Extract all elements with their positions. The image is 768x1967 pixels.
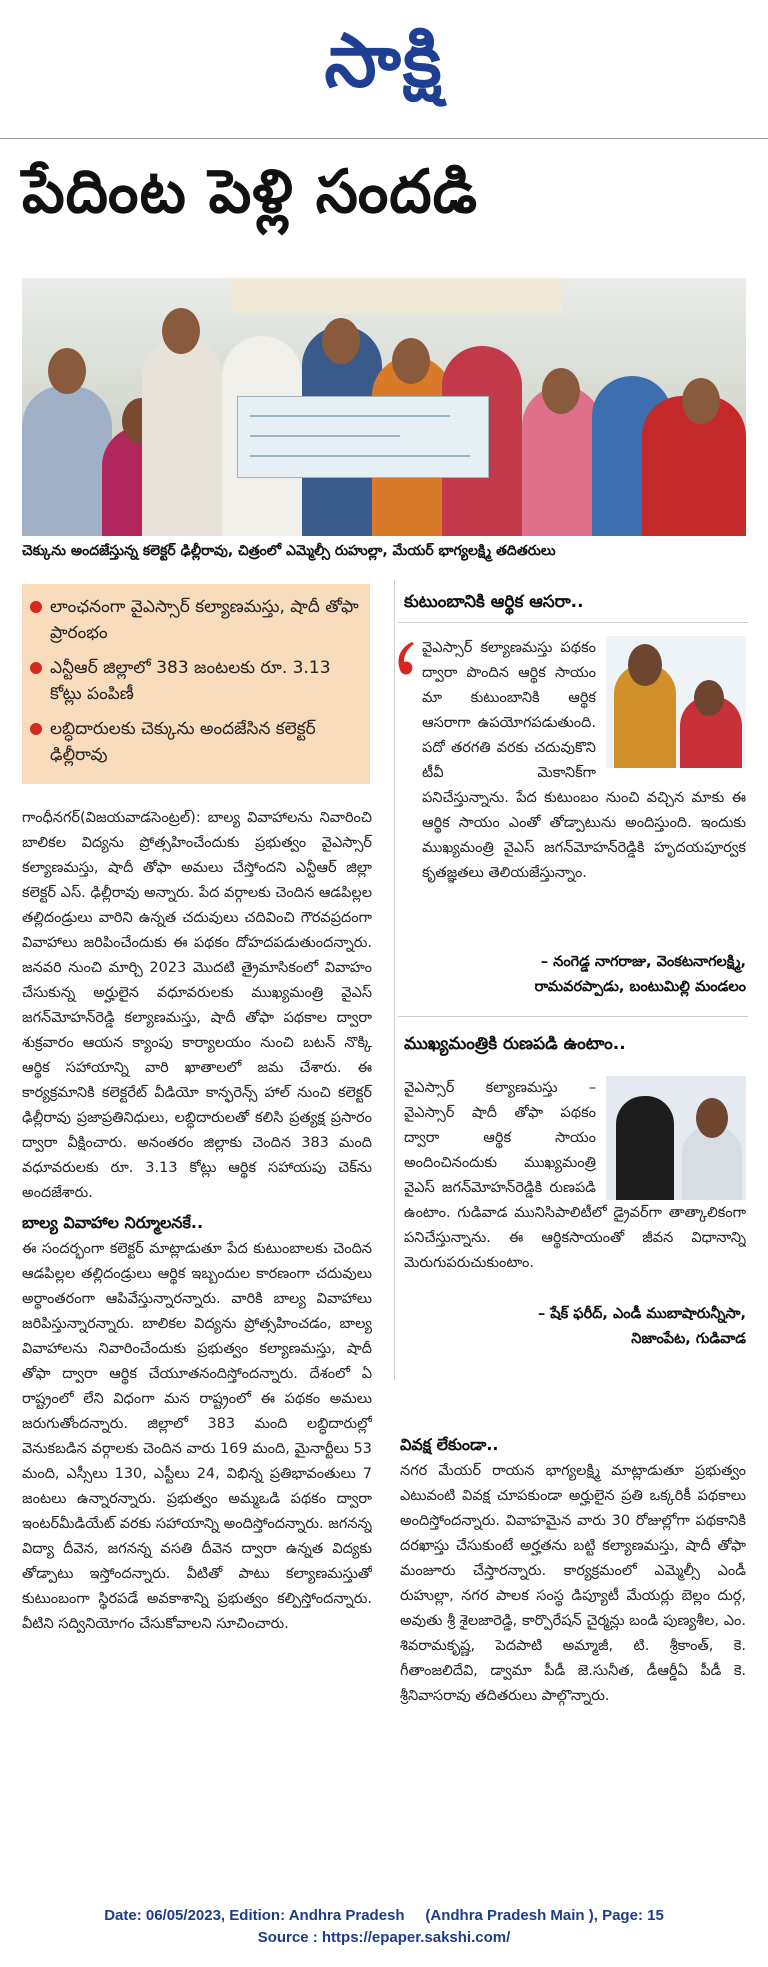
box2-signature [404,1302,746,1352]
story-paragraph: నగర మేయర్ రాయన భాగ్యలక్ష్మి మాట్లాడుతూ ప్రభుత్వం ఎటువంటి వివక్ష చూపకుండా అర్హులైన ప్రతి ఒక్కరికీ పథకాలు అందిస్తోందన్నారు. వివాహమైన వారు 30 రోజుల్లోగా పథకానికి దరఖాస్తు చేసుకుంటే అర్హతను బట్టి కల్యాణమస్తు, షాదీ తోఫా మంజూరు చేస్తారన్నారు. కార్యక్రమంలో ఎమ్మెల్సీ ఎండీ రుహుల్లా, నగర పాలక సంస్థ డిప్యూటీ మేయర్లు బెల్లం దుర్గ, అవుతు శ్రీ శైలజారెడ్డి, కార్పొరేషన్ చైర్మన్లు బండి పుణ్యశీల, ఎం. శివరామకృష్ణ, పెదపాటి అమ్మాజీ, టి. శ్రీకాంత్, కె. గీతాంజలిదేవి, డ్వామా పీడీ జె.సునీత, డీఆర్డీఏ పీడీ కె. శ్రీనివాసరావు తదితరులు పాల్గొన్నారు. [400,1463,746,1704]
photo-float-spacer [596,636,746,768]
box2-sign-line: నిజాంపేట, గుడివాడ [631,1331,746,1347]
masthead [0,0,768,140]
box2-title: ముఖ్యమంత్రికి రుణపడి ఉంటాం.. [404,1034,626,1054]
box1-sign-line: రామవరప్పాడు, బంటుమిల్లి మండలం [534,979,746,995]
box2-sign-line: – షేక్ ఫరీద్, ఎండీ ముబాషారున్నీసా, [538,1306,746,1322]
highlight-text: లాంఛనంగా వైఎస్సార్ కల్యాణమస్తు, షాదీ తోఫా ప్రారంభం [50,597,359,643]
box2-text [404,1076,746,1301]
box2-text-body: వైఎస్సార్ కల్యాణమస్తు – వైఎస్సార్ షాదీ తోఫా పథకం ద్వారా ఆర్థిక సాయం అందించినందుకు ముఖ్యమంత్రి వైఎస్ జగన్‌మోహన్‌రెడ్డికి రుణపడి ఉంటాం. గుడివాడ మునిసిపాలిటీలో డ్రైవర్‌గా తాత్కాలికంగా పనిచేస్తున్నాను. ఈ ఆర్థికసాయంతో జీవన విధానాన్ని మెరుగుపరుచుకుంటాం. [404,1080,746,1271]
story-subheading: బాల్య వివాహాల నిర్మూలనకే.. [22,1213,204,1232]
cheque-line [250,435,400,437]
photo-person-head [392,338,430,384]
highlight-item [30,594,362,646]
photo-person [142,336,222,536]
cheque-line [250,455,470,457]
photo-caption: చెక్కును అందజేస్తున్న కలెక్టర్ ఢిల్లీరావు, చిత్రంలో ఎమ్మెల్సీ రుహుల్లా, మేయర్ భాగ్యలక్ష్మి తదితరులు [22,543,556,559]
box1-sign-line: – నంగెడ్డ నాగరాజు, వెంకటనాగలక్ష్మి, [540,954,746,970]
story-paragraph: గాంధీనగర్(విజయవాడసెంట్రల్): బాల్య వివాహాలను నివారించి బాలికల విద్యను ప్రోత్సహించేందుకు ప్రభుత్వం వైఎస్సార్ కల్యాణమస్తు, షాదీ తోఫా అమలు చేస్తోందని ఎన్టీఆర్ జిల్లా కలెక్టర్ ఎస్. ఢిల్లీరావు అన్నారు. పేద వర్గాలకు చెందిన ఆడపిల్లల తల్లిదండ్రులు వారిని ఉన్నత చదువులు చదివించి గౌరవప్రదంగా వివాహాలు జరిపించేందుకు ఈ పథకం దోహదపడుతుందన్నారు. జనవరి నుంచి మార్చి 2023 మొదటి త్రైమాసికంలో వివాహం చేసుకున్న అర్హులైన వధూవరులకు ముఖ్యమంత్రి వైఎస్ జగన్‌మోహన్‌రెడ్డి కల్యాణమస్తు, షాదీ తోఫా పథకాల ద్వారా శుక్రవారం ఆయన క్యాంపు కార్యాలయం నుంచి బటన్ నొక్కి ఆర్థిక సహాయాన్ని వారి ఖాతాలలో జమ చేశారు. ఈ కార్యక్రమానికి కలెక్టరేట్ వీడియో కాన్ఫరెన్స్ హాల్ నుంచి కలెక్టర్ ఢిల్లీరావు ప్రజాప్రతినిధులు, లబ్ధిదారులతో కలిసి ప్రత్యక్ష ప్రసారం ద్వారా వీక్షించారు. అనంతరం జిల్లాకు చెందిన 383 మంది వధూవరులకు రూ. 3.13 కోట్లు ఆర్థిక సహాయపు చెక్‌ను అందజేశారు. [22,810,372,1201]
column-divider [394,580,395,1380]
event-photo [22,278,746,536]
main-story-left-column [22,806,372,1773]
photo-backdrop-banner [232,278,562,314]
masthead-divider [0,138,768,139]
box1-rule [398,622,748,623]
box-separator [398,1016,748,1017]
bullet-icon [30,662,42,674]
box1-text [404,636,746,961]
article-headline: పేదింట పెళ్లి సందడి [22,157,478,227]
highlight-item [30,655,362,707]
highlight-text: ఎన్టీఆర్ జిల్లాలో 383 జంటలకు రూ. 3.13 కోట్లు పంపిణీ [50,658,331,704]
main-story-right-column [400,1428,746,1859]
ceremonial-cheque [237,396,489,478]
footer-source-link[interactable]: Source : https://epaper.sakshi.com/ [257,1929,511,1946]
page-footer [0,1905,768,1949]
photo-person-head [48,348,86,394]
bullet-icon [30,723,42,735]
bullet-icon [30,601,42,613]
story-subheading: వివక్ష లేకుండా.. [400,1435,499,1454]
sakshi-logo[interactable]: సాక్షి [324,18,444,104]
photo-float-spacer [596,1076,746,1200]
box1-text-body: వైఎస్సార్ కల్యాణమస్తు పథకం ద్వారా పొందిన ఆర్థిక సాయం మా కుటుంబానికి ఆర్థిక ఆసరాగా ఉపయోగపడుతుంది. పదో తరగతి వరకు చదువుకొని టీవీ మెకానిక్‌గా పనిచేస్తున్నాను. పేద కుటుంబం నుంచి వచ్చిన మాకు ఈ ఆర్థిక సాయం ఎంతో తోడ్పాటును అందిస్తుంది. ఇందుకు ముఖ్యమంత్రి వైఎస్ జగన్‌మోహన్‌రెడ్డికి హృదయపూర్వక కృతజ్ఞతలు తెలియజేస్తున్నాం. [422,640,746,881]
box1-title: కుటుంబానికి ఆర్థిక ఆసరా.. [404,592,584,612]
box1-signature [404,950,746,1000]
photo-person-head [162,308,200,354]
photo-person [22,386,112,536]
story-paragraph: ఈ సందర్భంగా కలెక్టర్ మాట్లాడుతూ పేద కుటుంబాలకు చెందిన ఆడపిల్లల తల్లిదండ్రులు ఆర్థిక ఇబ్బందుల కారణంగా చదువులు అర్థాంతరంగా ఆపివేస్తున్నారన్నారు. వారికి బాల్య వివాహాలు జరిపిస్తున్నారన్నారు. బాలికల విద్యను ప్రోత్సహించడం, బాల్య వివాహాలను నివారించేందుకు ప్రభుత్వం కల్యాణమస్తు, షాదీ తోఫా ద్వారా ఆర్థిక చేయూతనందిస్తోందన్నారు. దేశంలో ఏ రాష్ట్రంలో లేని విధంగా మన రాష్ట్రంలో ఈ పథకం అమలు జరుగుతోందన్నారు. జిల్లాలో 383 మంది లబ్ధిదారుల్లో వెనుకబడిన వర్గాలకు చెందిన వారు 169 మంది, మైనార్టీలు 53 మంది, ఎస్సీలు 130, ఎస్టీలు 24, విభిన్న ప్రతిభావంతులు 7 జంటలు ఉన్నారన్నారు. ప్రభుత్వం అమ్మఒడి పథకం ద్వారా ఇంటర్‌మీడియేట్ వరకు సహాయాన్ని అందిస్తోందన్నారు. జగనన్న విద్యా దీవెన, జగనన్న వసతి దీవెన ద్వారా ఉన్నత విద్యకు తోడ్పాటు ఇస్తోందన్నారు. వీటితో పాటు కల్యాణమస్తుతో కుటుంబంగా స్థిరపడే అవకాశాన్ని ప్రభుత్వం కల్పిస్తోందన్నారు. వీటిని సద్వినియోగం చేసుకోవాలని సూచించారు. [22,1241,372,1632]
footer-edition-info: Date: 06/05/2023, Edition: Andhra Pradesh (Andhra Pradesh Main ), Page: 15 [104,1907,664,1924]
highlight-item [30,716,362,768]
highlight-text: లబ్ధిదారులకు చెక్కును అందజేసిన కలెక్టర్ ఢిల్లీరావు [50,719,316,765]
cheque-line [250,415,450,417]
photo-person-head [542,368,580,414]
photo-person-head [322,318,360,364]
photo-person-head [682,378,720,424]
highlights-box [22,584,370,784]
